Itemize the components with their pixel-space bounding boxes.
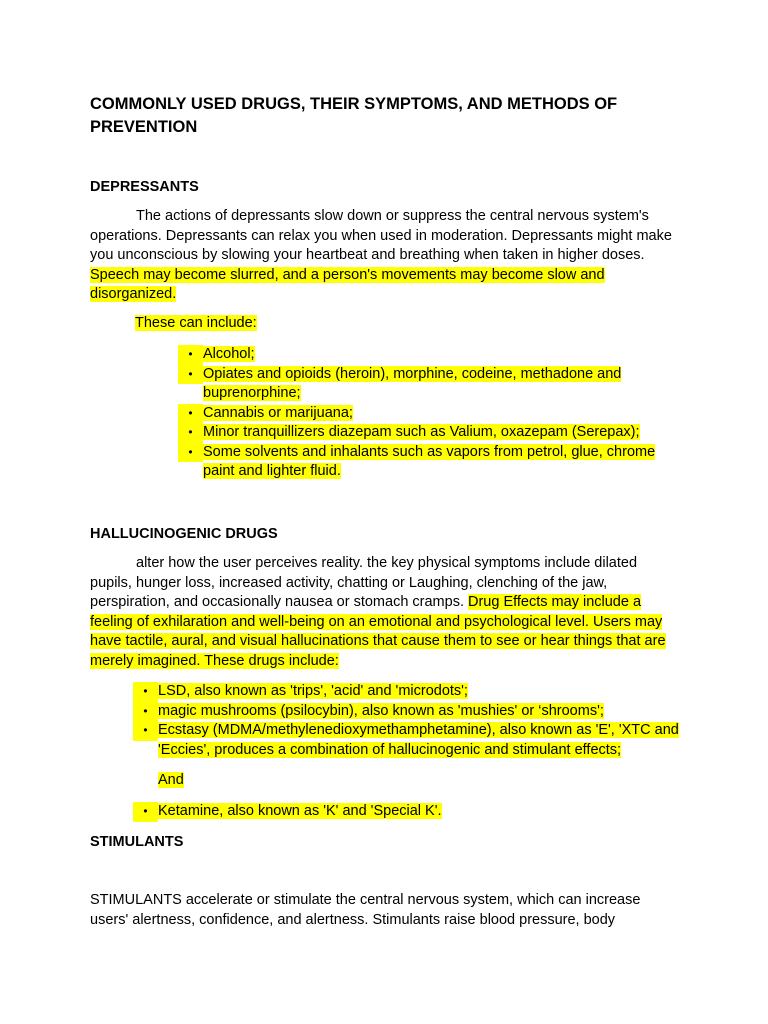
- list-item-text: Alcohol;: [203, 346, 255, 362]
- list-item-text: Ketamine, also known as 'K' and 'Special K'.: [158, 803, 442, 819]
- list-item: [133, 802, 680, 822]
- list-item-text: Cannabis or marijuana;: [203, 404, 353, 421]
- list-item-text: magic mushrooms (psilocybin), also known as 'mushies' or ‘shrooms';: [158, 702, 604, 719]
- list-item: [178, 404, 680, 424]
- list-item: [133, 702, 680, 722]
- list-item-text: LSD, also known as 'trips', 'acid' and 'microdots';: [158, 683, 468, 699]
- list-item: [133, 721, 680, 760]
- stimulants-paragraph: STIMULANTS accelerate or stimulate the central nervous system, which can increase users' alertness, confidence, and alertness. Stimulants raise blood pressure, body: [90, 892, 641, 928]
- depressants-intro: [135, 314, 257, 334]
- list-item: [178, 443, 680, 482]
- depressants-paragraph-highlight: Speech may become slurred, and a person's movements may become slow and disorganized.: [90, 266, 605, 302]
- depressants-paragraph: [90, 207, 680, 305]
- list-item-text: Ecstasy (MDMA/methylenedioxymethamphetamine), also known as 'E', 'XTC and 'Eccies', produces a combination of hallucinogenic and stimulant effects;: [158, 722, 679, 758]
- bullet-icon: [178, 423, 203, 443]
- hallucinogenic-list-last: [133, 802, 680, 822]
- bullet-icon: [133, 802, 158, 822]
- list-item: [133, 682, 680, 702]
- section-heading-hallucinogenic: HALLUCINOGENIC DRUGS: [90, 526, 278, 542]
- hallucinogenic-paragraph: [90, 554, 680, 671]
- bullet-icon: [133, 682, 158, 702]
- bullet-icon: [178, 443, 203, 463]
- depressants-paragraph-text: The actions of depressants slow down or suppress the central nervous system's operations. Depressants can relax you when used in moderation. Depressants might make you unconscious by slowing your heartbeat and breathing when taken in higher doses.: [90, 208, 672, 263]
- and-connector-text: And: [158, 772, 184, 788]
- and-connector: [158, 771, 184, 791]
- list-item: [178, 365, 680, 404]
- depressants-intro-text: These can include:: [135, 315, 257, 331]
- bullet-icon: [178, 404, 203, 424]
- list-item-text: Some solvents and inhalants such as vapors from petrol, glue, chrome paint and lighter fluid.: [203, 443, 656, 479]
- bullet-icon: [178, 345, 203, 365]
- document-title: COMMONLY USED DRUGS, THEIR SYMPTOMS, AND METHODS OF PREVENTION: [90, 95, 618, 136]
- bullet-icon: [133, 721, 158, 741]
- list-item-text: Minor tranquillizers diazepam such as Valium, oxazepam (Serepax);: [203, 424, 640, 440]
- bullet-icon: [178, 365, 203, 385]
- hallucinogenic-paragraph-highlight: Drug Effects may include a feeling of exhilaration and well-being on an emotional and psychological level. Users may have tactile, aural, and visual hallucinations that cause them to see or hear things that are merely imagined.: [90, 594, 666, 669]
- list-item-text: Opiates and opioids (heroin), morphine, codeine, methadone and buprenorphine;: [203, 365, 622, 401]
- hallucinogenic-paragraph-highlight-tail: These drugs include:: [200, 652, 339, 669]
- bullet-icon: [133, 702, 158, 722]
- hallucinogenic-list: [133, 682, 680, 760]
- hallucinogenic-paragraph-text: alter how the user perceives reality. the key physical symptoms include dilated pupils, hunger loss, increased activity, chatting or Laughing, clenching of the jaw, perspiration, and occasionally nausea or stomach cramps.: [90, 555, 638, 610]
- list-item: [178, 345, 680, 365]
- list-item: [178, 423, 680, 443]
- section-heading-depressants: DEPRESSANTS: [90, 179, 199, 195]
- section-heading-stimulants: STIMULANTS: [90, 834, 184, 850]
- depressants-list: [178, 345, 680, 482]
